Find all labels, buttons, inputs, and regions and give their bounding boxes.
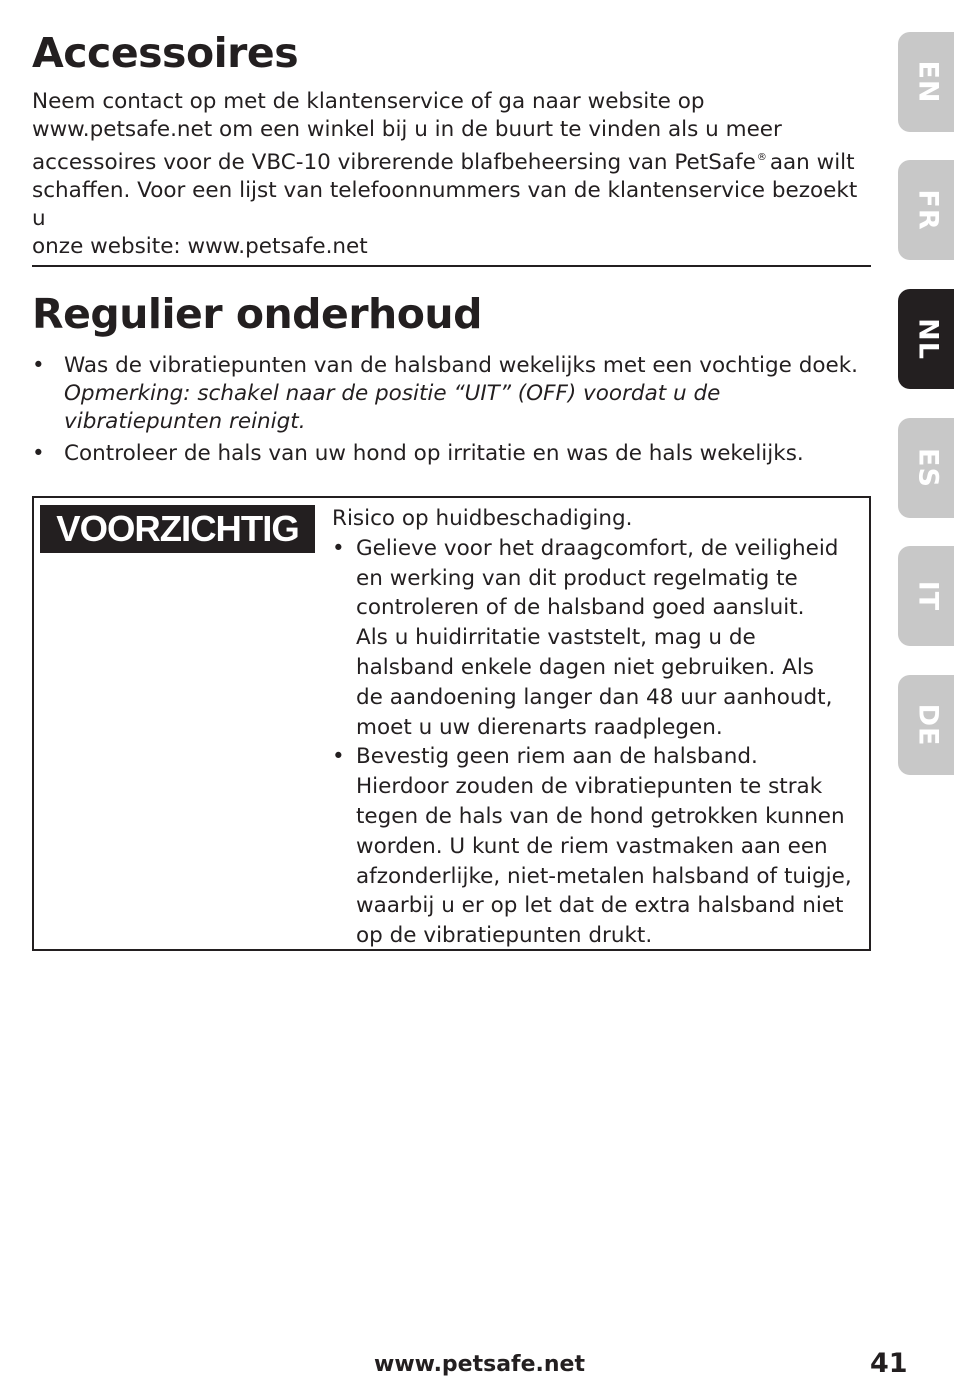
tab-fr[interactable] xyxy=(898,160,954,260)
caution-text xyxy=(332,504,862,951)
bullet-icon: • xyxy=(332,535,345,561)
tab-it-label: IT xyxy=(912,580,944,612)
tab-es[interactable] xyxy=(898,418,954,518)
caution-bullet-1-line-2: en werking van dit product regelmatig te xyxy=(356,565,798,591)
tab-de-label: DE xyxy=(912,703,944,747)
accessoires-line-3: accessoires voor de VBC-10 vibrerende blafbeheersing van PetSafe xyxy=(32,150,756,175)
accessoires-line-1: Neem contact op met de klantenservice of ga naar website op xyxy=(32,89,705,114)
section-divider xyxy=(32,265,871,267)
tab-en[interactable] xyxy=(898,32,954,132)
caution-bullet-2-line-5: afzonderlijke, niet-metalen halsband of tuigje, xyxy=(356,863,852,889)
page-number: 41 xyxy=(870,1348,908,1379)
caution-bullet-1-line-3: controleren of de halsband goed aansluit. xyxy=(356,595,805,621)
tab-de[interactable] xyxy=(898,675,954,775)
accessoires-line-2: www.petsafe.net om een winkel bij u in de buurt te vinden als u meer xyxy=(32,117,782,142)
bullet-icon: • xyxy=(32,441,45,466)
caution-bullet-2-line-3: tegen de hals van de hond getrokken kunnen xyxy=(356,803,845,829)
tab-nl-label: NL xyxy=(912,318,944,360)
caution-box xyxy=(32,496,871,951)
accessoires-line-5: onze website: www.petsafe.net xyxy=(32,234,368,259)
tab-it[interactable] xyxy=(898,546,954,646)
onderhoud-heading: Regulier onderhoud xyxy=(32,290,482,338)
footer-url[interactable]: www.petsafe.net xyxy=(374,1352,585,1377)
onderhoud-list xyxy=(32,352,872,468)
onderhoud-item-1 xyxy=(32,352,872,436)
registered-mark: ® xyxy=(756,152,767,163)
caution-bullet-2-line-6: waarbij u er op let dat de extra halsband niet xyxy=(356,893,844,919)
caution-label: VOORZICHTIG xyxy=(40,505,315,553)
accessoires-line-3-tail: aan wilt xyxy=(769,150,855,175)
bullet-icon: • xyxy=(332,744,345,770)
onderhoud-item-1-note-line-2: vibratiepunten reinigt. xyxy=(64,409,306,434)
onderhoud-item-2 xyxy=(32,440,872,468)
bullet-icon: • xyxy=(32,353,45,378)
onderhoud-item-1-note-line-1: Opmerking: schakel naar de positie “UIT” (OFF) voordat u de xyxy=(64,381,721,406)
onderhoud-item-1-text: Was de vibratiepunten van de halsband wekelijks met een vochtige doek. xyxy=(64,353,859,378)
tab-fr-label: FR xyxy=(912,189,944,231)
caution-bullet-2-line-7: op de vibratiepunten drukt. xyxy=(356,923,653,949)
caution-intro: Risico op huidbeschadiging. xyxy=(332,506,633,531)
caution-bullet-1-line-7: moet u uw dierenarts raadplegen. xyxy=(356,714,723,740)
caution-bullet-1-line-1: Gelieve voor het draagcomfort, de veiligheid xyxy=(356,535,839,561)
caution-bullet-2 xyxy=(332,742,862,951)
accessoires-paragraph xyxy=(32,88,872,261)
caution-bullet-1-line-6: de aandoening langer dan 48 uur aanhoudt, xyxy=(356,684,833,710)
caution-bullet-2-line-4: worden. U kunt de riem vastmaken aan een xyxy=(356,833,828,859)
caution-bullet-1-line-4: Als u huidirritatie vaststelt, mag u de xyxy=(356,625,756,651)
caution-bullet-1 xyxy=(332,534,862,743)
caution-bullet-1-line-5: halsband enkele dagen niet gebruiken. Als xyxy=(356,654,815,680)
accessoires-line-4: schaffen. Voor een lijst van telefoonnummers van de klantenservice bezoekt u xyxy=(32,178,858,231)
caution-bullet-2-line-1: Bevestig geen riem aan de halsband. xyxy=(356,744,758,770)
onderhoud-item-2-text: Controleer de hals van uw hond op irritatie en was de hals wekelijks. xyxy=(64,441,804,466)
tab-en-label: EN xyxy=(912,60,944,104)
caution-bullet-2-line-2: Hierdoor zouden de vibratiepunten te strak xyxy=(356,774,823,800)
accessoires-heading: Accessoires xyxy=(32,29,299,77)
tab-es-label: ES xyxy=(912,448,944,488)
tab-nl[interactable] xyxy=(898,289,954,389)
